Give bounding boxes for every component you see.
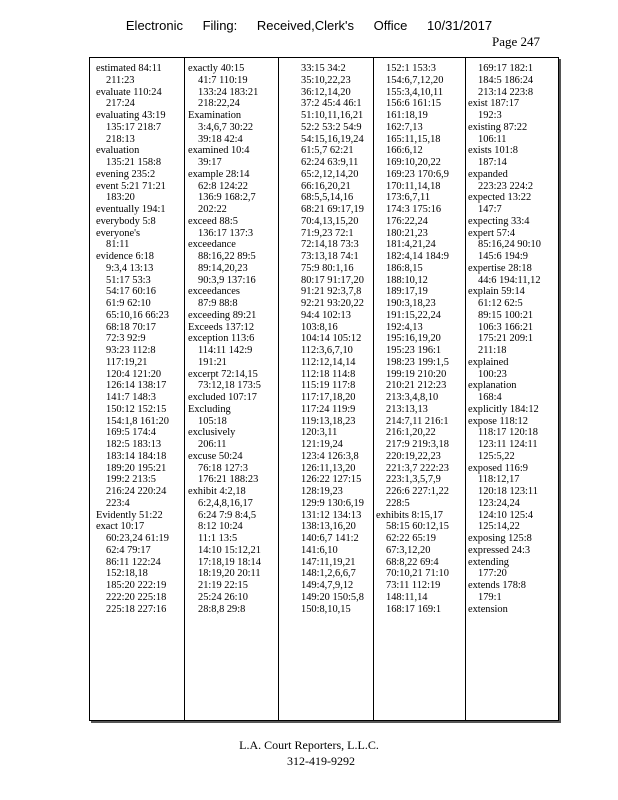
index-term-line: explicitly 184:12	[468, 403, 539, 415]
index-locator-line: 21:19 22:15	[198, 580, 248, 591]
index-locator-line: 118:12,17	[478, 474, 520, 486]
index-term-line: exceed 88:5	[188, 215, 238, 227]
index-locator-line: 54:17 60:16	[106, 286, 156, 298]
index-locator-line: 86:11 122:24	[106, 556, 161, 568]
index-locator-line: 72:14,18 73:3	[301, 239, 359, 251]
index-locator-line: 123:4 126:3,8	[301, 450, 359, 462]
index-locator-line: 174:3 175:16	[386, 204, 442, 215]
index-locator-line: 145:6 194:9	[478, 251, 528, 262]
index-locator-line: 173:6,7,11	[386, 192, 431, 204]
index-locator-line: 3:4,6,7 30:22	[198, 121, 254, 133]
index-locator-line: 141:7 148:3	[106, 392, 156, 403]
index-locator-line: 169:17 182:1	[478, 63, 534, 74]
index-locator-line: 65:10,16 66:23	[106, 309, 169, 321]
index-term-line: excerpt 72:14,15	[188, 368, 258, 380]
index-term-line: exists 101:8	[468, 145, 518, 157]
index-locator-line: 11:1 13:5	[198, 533, 238, 544]
index-locator-line: 119:13,18,23	[301, 415, 356, 427]
index-locator-line: 81:11	[106, 239, 130, 251]
index-locator-line: 166:6,12	[386, 145, 423, 157]
index-locator-line: 228:5	[386, 497, 410, 509]
index-locator-line: 39:18 42:4	[198, 133, 243, 145]
index-term-line: existing 87:22	[468, 121, 528, 133]
index-locator-line: 152:18,18	[106, 568, 148, 580]
index-locator-line: 190:3,18,23	[386, 298, 436, 309]
index-locator-line: 222:20 225:18	[106, 591, 167, 603]
index-locator-line: 169:23 170:6,9	[386, 168, 449, 180]
index-locator-line: 199:19 210:20	[386, 368, 447, 380]
index-column-3	[291, 63, 364, 720]
index-locator-line: 123:11 124:11	[478, 439, 538, 450]
index-locator-line: 105:18	[198, 415, 227, 427]
index-locator-line: 185:20 222:19	[106, 580, 167, 591]
index-locator-line: 91:21 92:3,7,8	[301, 286, 362, 298]
index-locator-line: 210:21 212:23	[386, 380, 447, 392]
index-locator-line: 70:10,21 71:10	[386, 568, 449, 580]
index-term-line: examined 10:4	[188, 145, 250, 157]
index-locator-line: 220:19,22,23	[386, 450, 441, 462]
index-locator-line: 44:6 194:11,12	[478, 274, 541, 286]
index-locator-line: 135:17 218:7	[106, 121, 162, 133]
index-term-line: Excluding	[188, 403, 231, 415]
index-locator-line: 225:18 227:16	[106, 603, 167, 615]
header-date: 10/31/2017	[427, 18, 493, 33]
index-locator-line: 138:13,16,20	[301, 521, 356, 533]
index-column-2	[188, 63, 261, 720]
index-locator-line: 126:14 138:17	[106, 380, 167, 392]
index-locator-line: 128:19,23	[301, 486, 343, 497]
index-locator-line: 169:10,20,22	[386, 157, 441, 168]
index-locator-line: 221:3,7 222:23	[386, 462, 449, 474]
index-locator-line: 217:24	[106, 98, 135, 110]
index-term-line: exposed 116:9	[468, 462, 528, 474]
index-term-line: extends 178:8	[468, 580, 527, 591]
index-locator-line: 211:18	[478, 345, 507, 356]
index-locator-line: 191:15,22,24	[386, 309, 441, 321]
index-term-line: excuse 50:24	[188, 450, 243, 462]
index-locator-line: 140:6,7 141:2	[301, 533, 359, 544]
index-locator-line: 123:24,24	[478, 497, 520, 509]
index-locator-line: 94:4 102:13	[301, 309, 351, 321]
index-term-line: exceeding 89:21	[188, 309, 257, 321]
word-index-box	[89, 57, 559, 721]
index-locator-line: 37:2 45:4 46:1	[301, 98, 362, 110]
index-locator-line: 115:19 117:8	[301, 380, 356, 392]
index-locator-line: 68:5,5,14,16	[301, 192, 354, 204]
index-term-line: exhibits 8:15,17	[376, 509, 443, 521]
index-locator-line: 73:13,18 74:1	[301, 251, 359, 262]
index-locator-line: 8:12 10:24	[198, 521, 243, 533]
index-locator-line: 52:2 53:2 54:9	[301, 121, 362, 133]
index-locator-line: 135:21 158:8	[106, 157, 162, 168]
index-locator-line: 117:19,21	[106, 356, 148, 368]
index-locator-line: 121:19,24	[301, 439, 343, 450]
index-locator-line: 100:23	[478, 368, 507, 380]
electronic-filing-header	[0, 18, 618, 33]
index-locator-line: 150:12 152:15	[106, 403, 167, 415]
index-locator-line: 61:12 62:5	[478, 298, 523, 309]
index-term-line: exceedances	[188, 286, 240, 298]
index-term-line: exact 10:17	[96, 521, 145, 533]
index-term-line: everybody 5:8	[96, 215, 156, 227]
index-locator-line: 176:21 188:23	[198, 474, 259, 486]
index-term-line: expert 57:4	[468, 227, 516, 239]
index-term-line: exceedance	[188, 239, 236, 251]
index-column-4	[376, 63, 449, 720]
index-term-line: extension	[468, 603, 508, 615]
index-locator-line: 183:14 184:18	[106, 450, 167, 462]
header-office: Office	[373, 18, 408, 33]
index-locator-line: 93:23 112:8	[106, 345, 156, 356]
index-term-line: expressed 24:3	[468, 544, 531, 556]
index-locator-line: 66:16,20,21	[301, 180, 351, 192]
index-locator-line: 189:20 195:21	[106, 462, 167, 474]
index-term-line: explain 59:14	[468, 286, 525, 298]
index-term-line: expected 13:22	[468, 192, 532, 204]
index-locator-line: 61:9 62:10	[106, 298, 151, 309]
index-locator-line: 149:4,7,9,12	[301, 580, 354, 591]
index-locator-line: 126:22 127:15	[301, 474, 362, 486]
index-locator-line: 192:3	[478, 110, 502, 121]
index-column-1	[96, 63, 169, 720]
index-locator-line: 214:7,11 216:1	[386, 415, 449, 427]
index-locator-line: 147:11,19,21	[301, 556, 356, 568]
index-term-line: Evidently 51:22	[96, 509, 163, 521]
index-term-line: estimated 84:11	[96, 63, 162, 74]
column-divider	[373, 58, 374, 720]
index-term-line: evening 235:2	[96, 168, 156, 180]
index-locator-line: 165:11,15,18	[386, 133, 441, 145]
index-term-line: expertise 28:18	[468, 262, 532, 274]
index-term-line: explanation	[468, 380, 517, 392]
index-locator-line: 184:5 186:24	[478, 74, 534, 86]
index-locator-line: 67:3,12,20	[386, 544, 431, 556]
index-locator-line: 73:11 112:19	[386, 580, 441, 591]
index-locator-line: 168:4	[478, 392, 502, 403]
footer-company: L.A. Court Reporters, L.L.C.	[239, 738, 379, 752]
index-locator-line: 92:21 93:20,22	[301, 298, 364, 309]
index-locator-line: 213:3,4,8,10	[386, 392, 439, 403]
index-locator-line: 72:3 92:9	[106, 333, 146, 345]
index-locator-line: 14:10 15:12,21	[198, 544, 261, 556]
index-term-line: expose 118:12	[468, 415, 528, 427]
index-locator-line: 120:4 121:20	[106, 368, 162, 380]
index-locator-line: 192:4,13	[386, 321, 423, 333]
index-locator-line: 199:2 213:5	[106, 474, 156, 486]
index-locator-line: 18:19,20 20:11	[198, 568, 261, 580]
index-locator-line: 195:16,19,20	[386, 333, 441, 345]
index-term-line: evidence 6:18	[96, 251, 154, 262]
index-locator-line: 162:7,13	[386, 121, 423, 133]
index-locator-line: 73:12,18 173:5	[198, 380, 261, 392]
index-locator-line: 155:3,4,10,11	[386, 86, 444, 98]
index-locator-line: 9:3,4 13:13	[106, 262, 154, 274]
index-locator-line: 213:14 223:8	[478, 86, 534, 98]
index-locator-line: 148:11,14	[386, 591, 428, 603]
index-term-line: exclusively	[188, 427, 236, 439]
index-locator-line: 136:17 137:3	[198, 227, 254, 239]
index-locator-line: 154:1,8 161:20	[106, 415, 169, 427]
index-locator-line: 104:14 105:12	[301, 333, 362, 345]
index-locator-line: 148:1,2,6,6,7	[301, 568, 356, 580]
index-locator-line: 17:18,19 18:14	[198, 556, 261, 568]
index-locator-line: 71:9,23 72:1	[301, 227, 354, 239]
index-locator-line: 125:14,22	[478, 521, 520, 533]
index-locator-line: 191:21	[198, 356, 227, 368]
index-locator-line: 169:5 174:4	[106, 427, 156, 439]
index-locator-line: 62:4 79:17	[106, 544, 151, 556]
index-term-line: exception 113:6	[188, 333, 255, 345]
index-locator-line: 206:11	[198, 439, 227, 450]
index-locator-line: 189:17,19	[386, 286, 428, 298]
index-locator-line: 217:9 219:3,18	[386, 439, 449, 450]
index-locator-line: 58:15 60:12,15	[386, 521, 449, 533]
index-locator-line: 61:5,7 62:21	[301, 145, 354, 157]
index-locator-line: 183:20	[106, 192, 135, 204]
index-locator-line: 168:17 169:1	[386, 603, 442, 615]
index-locator-line: 112:18 114:8	[301, 368, 356, 380]
index-locator-line: 147:7	[478, 204, 502, 215]
index-locator-line: 114:11 142:9	[198, 345, 253, 356]
header-received: Received,Clerk's	[256, 18, 355, 33]
footer-phone: 312-419-9292	[287, 754, 355, 768]
index-locator-line: 120:3,11	[301, 427, 338, 439]
index-locator-line: 186:8,15	[386, 262, 423, 274]
index-locator-line: 181:4,21,24	[386, 239, 436, 251]
index-locator-line: 106:11	[478, 133, 507, 145]
index-term-line: excluded 107:17	[188, 392, 257, 403]
index-term-line: exposing 125:8	[468, 533, 532, 544]
header-electronic: Electronic	[125, 18, 183, 33]
index-locator-line: 182:4,14 184:9	[386, 251, 449, 262]
index-locator-line: 89:14,20,23	[198, 262, 248, 274]
index-locator-line: 75:9 80:1,16	[301, 262, 354, 274]
index-locator-line: 226:6 227:1,22	[386, 486, 449, 497]
index-term-line: example 28:14	[188, 168, 250, 180]
index-term-line: evaluation	[96, 145, 140, 157]
index-locator-line: 25:24 26:10	[198, 591, 248, 603]
index-term-line: evaluating 43:19	[96, 110, 166, 121]
index-term-line: event 5:21 71:21	[96, 180, 166, 192]
index-locator-line: 68:21 69:17,19	[301, 204, 364, 215]
index-locator-line: 51:10,11,16,21	[301, 110, 364, 121]
index-locator-line: 41:7 110:19	[198, 74, 248, 86]
index-term-line: extending	[468, 556, 509, 568]
index-locator-line: 223:23 224:2	[478, 180, 534, 192]
index-locator-line: 62:24 63:9,11	[301, 157, 359, 168]
index-locator-line: 62:8 124:22	[198, 180, 248, 192]
index-locator-line: 70:4,13,15,20	[301, 215, 359, 227]
index-locator-line: 112:12,14,14	[301, 356, 356, 368]
index-locator-line: 129:9 130:6,19	[301, 497, 364, 509]
index-locator-line: 68:18 70:17	[106, 321, 156, 333]
index-term-line: expecting 33:4	[468, 215, 530, 227]
index-term-line: expanded	[468, 168, 508, 180]
index-locator-line: 125:5,22	[478, 450, 515, 462]
index-term-line: Exceeds 137:12	[188, 321, 255, 333]
index-locator-line: 103:8,16	[301, 321, 338, 333]
index-locator-line: 195:23 196:1	[386, 345, 442, 356]
index-locator-line: 177:20	[478, 568, 507, 580]
index-locator-line: 87:9 88:8	[198, 298, 238, 309]
index-locator-line: 223:4	[106, 497, 130, 509]
index-term-line: exhibit 4:2,18	[188, 486, 246, 497]
index-locator-line: 126:11,13,20	[301, 462, 356, 474]
index-locator-line: 76:18 127:3	[198, 462, 248, 474]
index-locator-line: 179:1	[478, 591, 502, 603]
index-term-line: eventually 194:1	[96, 204, 166, 215]
index-locator-line: 85:16,24 90:10	[478, 239, 541, 251]
index-locator-line: 60:23,24 61:19	[106, 533, 169, 544]
index-term-line: Examination	[188, 110, 242, 121]
index-locator-line: 216:24 220:24	[106, 486, 167, 497]
index-locator-line: 117:24 119:9	[301, 403, 356, 415]
header-filing: Filing:	[202, 18, 238, 33]
index-locator-line: 218:22,24	[198, 98, 240, 110]
index-term-line: exist 187:17	[468, 98, 520, 110]
index-locator-line: 216:1,20,22	[386, 427, 436, 439]
index-locator-line: 35:10,22,23	[301, 74, 351, 86]
index-locator-line: 223:1,3,5,7,9	[386, 474, 441, 486]
index-locator-line: 28:8,8 29:8	[198, 603, 246, 615]
index-locator-line: 39:17	[198, 157, 222, 168]
index-locator-line: 152:1 153:3	[386, 63, 436, 74]
index-locator-line: 51:17 53:3	[106, 274, 151, 286]
index-locator-line: 156:6 161:15	[386, 98, 442, 110]
column-divider	[278, 58, 279, 720]
index-locator-line: 202:22	[198, 204, 227, 215]
index-locator-line: 90:3,9 137:16	[198, 274, 256, 286]
index-locator-line: 211:23	[106, 74, 135, 86]
index-locator-line: 131:12 134:13	[301, 509, 362, 521]
index-locator-line: 62:22 65:19	[386, 533, 436, 544]
index-locator-line: 117:17,18,20	[301, 392, 356, 403]
index-locator-line: 120:18 123:11	[478, 486, 538, 497]
index-locator-line: 65:2,12,14,20	[301, 168, 359, 180]
index-locator-line: 213:13,13	[386, 403, 428, 415]
index-locator-line: 182:5 183:13	[106, 439, 162, 450]
index-locator-line: 176:22,24	[386, 215, 428, 227]
index-locator-line: 175:21 209:1	[478, 333, 534, 345]
index-term-line: evaluate 110:24	[96, 86, 162, 98]
index-locator-line: 188:10,12	[386, 274, 428, 286]
index-locator-line: 180:21,23	[386, 227, 428, 239]
index-locator-line: 80:17 91:17,20	[301, 274, 364, 286]
index-locator-line: 136:9 168:2,7	[198, 192, 256, 204]
index-locator-line: 33:15 34:2	[301, 63, 346, 74]
index-locator-line: 150:8,10,15	[301, 603, 351, 615]
index-locator-line: 89:15 100:21	[478, 309, 534, 321]
index-locator-line: 198:23 199:1,5	[386, 356, 449, 368]
index-term-line: everyone's	[96, 227, 140, 239]
index-locator-line: 161:18,19	[386, 110, 428, 121]
index-column-5	[468, 63, 541, 720]
index-locator-line: 118:17 120:18	[478, 427, 538, 439]
column-divider	[465, 58, 466, 720]
index-locator-line: 154:6,7,12,20	[386, 74, 444, 86]
index-locator-line: 6:2,4,8,16,17	[198, 497, 253, 509]
index-locator-line: 106:3 166:21	[478, 321, 534, 333]
index-locator-line: 187:14	[478, 157, 507, 168]
index-locator-line: 141:6,10	[301, 544, 338, 556]
index-locator-line: 88:16,22 89:5	[198, 251, 256, 262]
index-locator-line: 218:13	[106, 133, 135, 145]
index-locator-line: 133:24 183:21	[198, 86, 259, 98]
index-locator-line: 112:3,6,7,10	[301, 345, 353, 356]
index-locator-line: 124:10 125:4	[478, 509, 534, 521]
index-locator-line: 6:24 7:9 8:4,5	[198, 509, 257, 521]
index-term-line: explained	[468, 356, 509, 368]
index-locator-line: 170:11,14,18	[386, 180, 441, 192]
index-locator-line: 36:12,14,20	[301, 86, 351, 98]
index-term-line: exactly 40:15	[188, 63, 245, 74]
index-locator-line: 149:20 150:5,8	[301, 591, 364, 603]
page-number: Page 247	[491, 34, 540, 49]
index-locator-line: 68:8,22 69:4	[386, 556, 439, 568]
column-divider	[184, 58, 185, 720]
index-locator-line: 54:15,16,19,24	[301, 133, 364, 145]
